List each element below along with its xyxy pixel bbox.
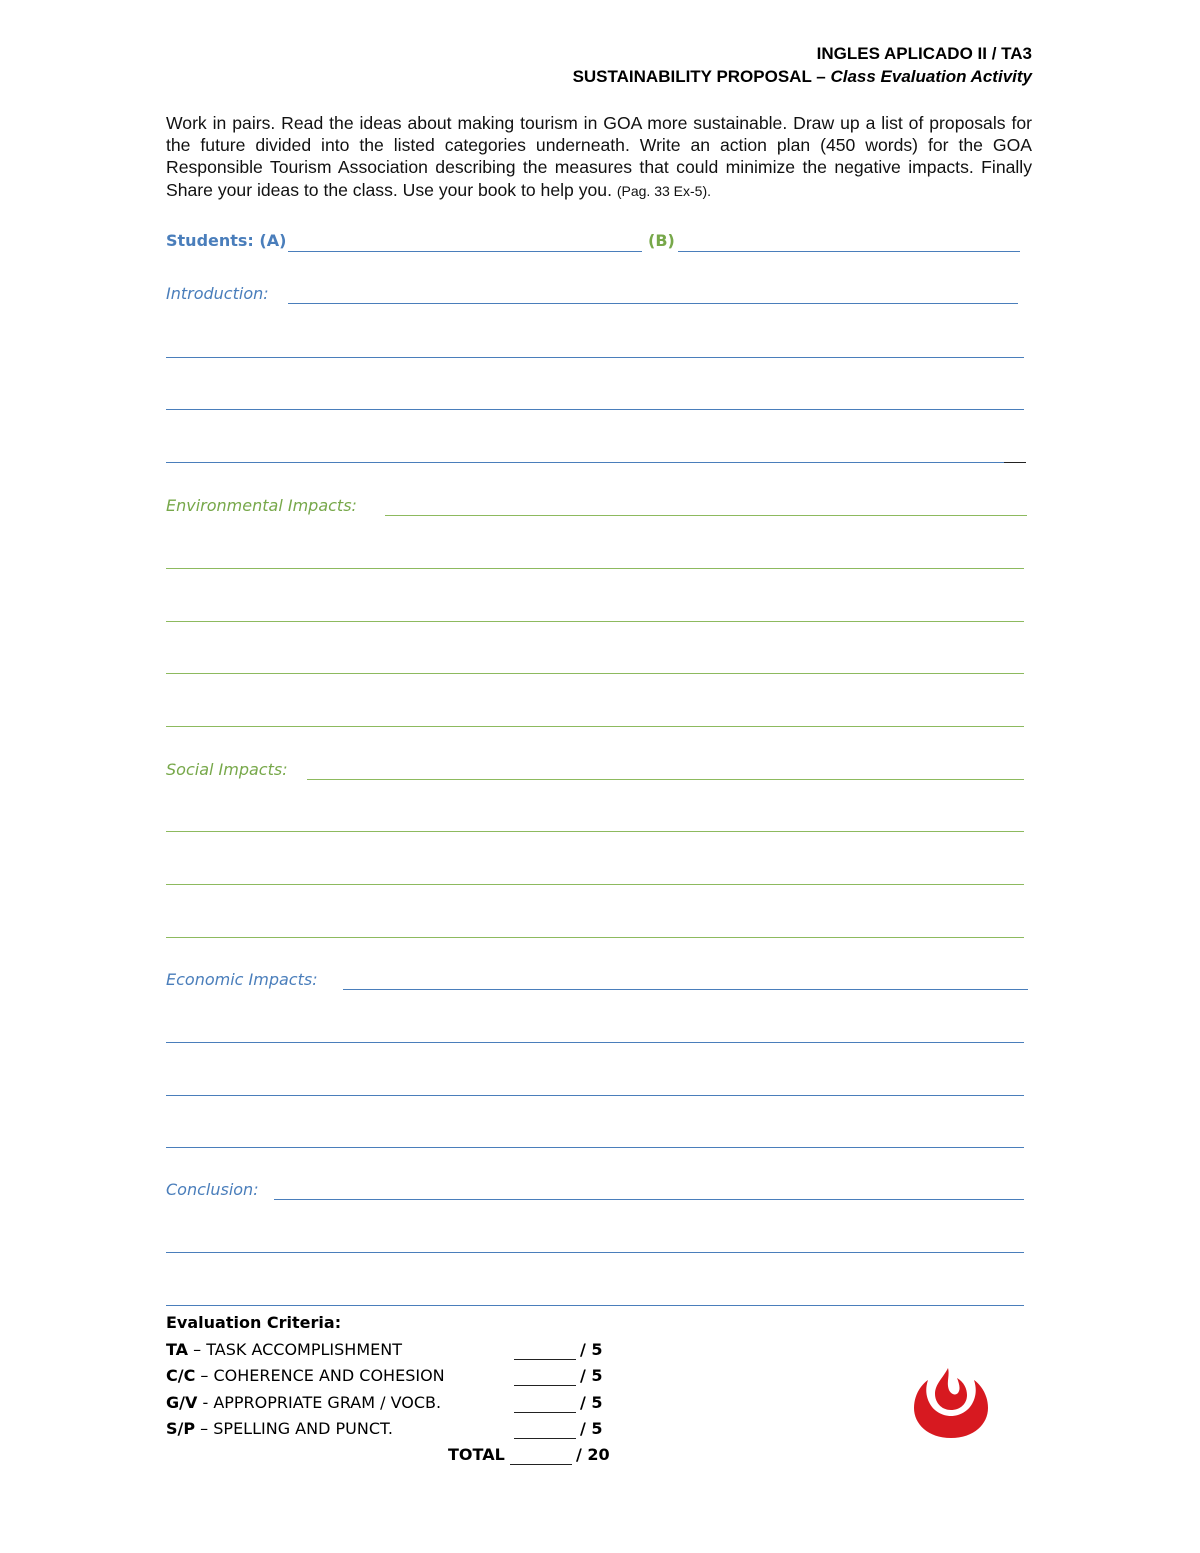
introduction-line-4[interactable] xyxy=(166,462,1004,463)
social-impacts-label: Social Impacts: xyxy=(166,760,288,779)
criterion-max-score: / 5 xyxy=(580,1393,603,1412)
criterion-row: G/V - APPROPRIATE GRAM / VOCB. xyxy=(166,1393,442,1412)
instructions-text: Work in pairs. Read the ideas about making tourism in GOA more sustainable. Draw up a list of proposals for the future divided into the listed categories underneath. Write an action plan (450 words) for the GOA Responsible Tourism Association describing the measures that could minimize the negative impacts. Finally Share your ideas to the class. Use your book to help you. xyxy=(166,113,1032,200)
environmental-impacts-label: Environmental Impacts: xyxy=(166,496,357,515)
instructions-paragraph xyxy=(166,112,1032,202)
activity-title-italic: Class Evaluation Activity xyxy=(830,67,1032,86)
activity-title-main: SUSTAINABILITY PROPOSAL – xyxy=(572,67,831,86)
student-b-label: (B) xyxy=(648,231,675,250)
criterion-row: TA – TASK ACCOMPLISHMENT xyxy=(166,1340,402,1359)
introduction-line-3[interactable] xyxy=(166,409,1024,410)
student-b-name-line[interactable] xyxy=(678,251,1020,252)
conclusion-label: Conclusion: xyxy=(166,1180,259,1199)
total-label: TOTAL xyxy=(448,1445,505,1464)
introduction-line-1[interactable] xyxy=(288,303,1018,304)
social-line-1[interactable] xyxy=(307,779,1024,780)
economic-line-3[interactable] xyxy=(166,1095,1024,1096)
criterion-score-blank[interactable] xyxy=(514,1438,576,1439)
conclusion-line-3[interactable] xyxy=(166,1305,1024,1306)
criterion-max-score: / 5 xyxy=(580,1419,603,1438)
total-max-score: / 20 xyxy=(576,1445,610,1464)
criterion-score-blank[interactable] xyxy=(514,1385,576,1386)
activity-title xyxy=(573,67,1032,87)
environmental-line-1[interactable] xyxy=(385,515,1027,516)
criterion-max-score: / 5 xyxy=(580,1366,603,1385)
economic-line-2[interactable] xyxy=(166,1042,1024,1043)
introduction-line-2[interactable] xyxy=(166,357,1024,358)
social-line-3[interactable] xyxy=(166,884,1024,885)
social-line-2[interactable] xyxy=(166,831,1024,832)
criterion-row: C/C – COHERENCE AND COHESION xyxy=(166,1366,445,1385)
student-a-name-line[interactable] xyxy=(288,251,642,252)
social-line-4[interactable] xyxy=(166,937,1024,938)
criterion-max-score: / 5 xyxy=(580,1340,603,1359)
environmental-line-2[interactable] xyxy=(166,568,1024,569)
economic-impacts-label: Economic Impacts: xyxy=(166,970,318,989)
environmental-line-5[interactable] xyxy=(166,726,1024,727)
environmental-line-4[interactable] xyxy=(166,673,1024,674)
economic-line-1[interactable] xyxy=(343,989,1028,990)
criterion-score-blank[interactable] xyxy=(514,1412,576,1413)
evaluation-criteria-title: Evaluation Criteria: xyxy=(166,1313,342,1332)
course-title: INGLES APLICADO II / TA3 xyxy=(816,44,1032,63)
conclusion-line-1[interactable] xyxy=(274,1199,1024,1200)
economic-line-4[interactable] xyxy=(166,1147,1024,1148)
flame-logo-icon xyxy=(906,1364,996,1444)
criterion-score-blank[interactable] xyxy=(514,1359,576,1360)
instructions-reference: (Pag. 33 Ex-5). xyxy=(616,182,712,199)
criterion-row: S/P – SPELLING AND PUNCT. xyxy=(166,1419,393,1438)
conclusion-line-2[interactable] xyxy=(166,1252,1024,1253)
introduction-line-4-end xyxy=(1004,462,1026,463)
students-label: Students: (A) xyxy=(166,231,287,250)
total-score-blank[interactable] xyxy=(510,1464,572,1465)
student-a-label: (A) xyxy=(259,231,287,250)
introduction-label: Introduction: xyxy=(166,284,269,303)
environmental-line-3[interactable] xyxy=(166,621,1024,622)
